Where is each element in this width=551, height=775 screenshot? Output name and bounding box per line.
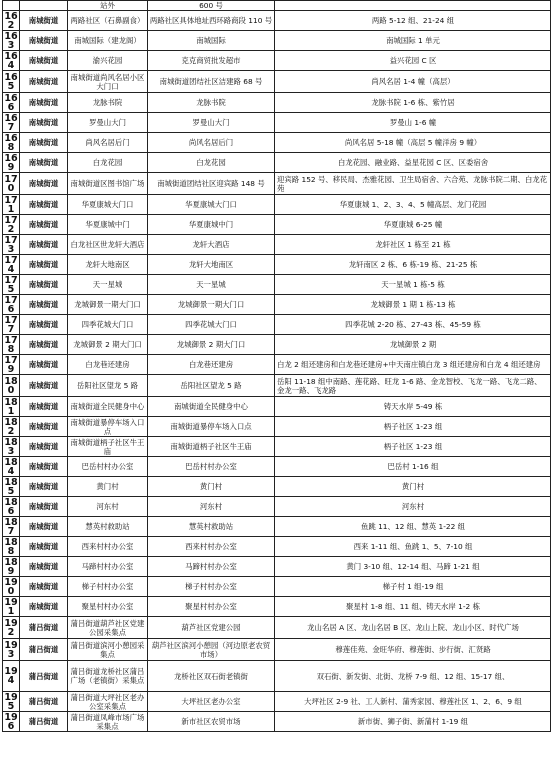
collection-point-address-cell: 葫芦社区党建公园	[148, 617, 275, 639]
collection-point-address-cell: 南城街道柄子社区牛王庙	[148, 437, 275, 457]
service-area-cell: 新市街、狮子街、新蒲村 1-19 组	[275, 712, 551, 732]
street-name-cell: 南城街道	[20, 375, 68, 397]
street-name-cell: 南城街道	[20, 71, 68, 93]
table-row	[3, 355, 551, 375]
collection-point-address-cell: 克克商贸批发超市	[148, 51, 275, 71]
collection-point-name-cell: 马蹄村村办公室	[68, 557, 148, 577]
table-row	[3, 692, 551, 712]
service-area-cell: 柄子社区 1-23 组	[275, 417, 551, 437]
row-number-cell: 177	[4, 314, 18, 335]
table-row	[3, 31, 551, 51]
service-area-cell: 益兴花园 C 区	[275, 51, 551, 71]
row-number-cell: 190	[4, 576, 18, 597]
table-row	[3, 295, 551, 315]
street-name-cell: 南城街道	[20, 597, 68, 617]
collection-point-name-cell: 蒲吕街道葫芦社区党建公园采集点	[68, 617, 148, 639]
table-row	[3, 173, 551, 195]
street-name-cell: 南城街道	[20, 517, 68, 537]
service-area-cell: 岳阳 11-18 组中南路、莲花路、旺龙 1-6 路、金龙智校、飞龙一路、飞龙二路、金龙一路、飞龙路	[275, 375, 551, 397]
collection-point-name-cell: 南城街道全民健身中心	[68, 397, 148, 417]
table-body	[3, 1, 551, 732]
street-name-cell: 南城街道	[20, 457, 68, 477]
service-area-cell: 龙轩南区 2 栋、6 栋-19 栋、21-25 栋	[275, 255, 551, 275]
service-area-cell: 龙城御景 2 期	[275, 335, 551, 355]
street-name-cell: 南城街道	[20, 497, 68, 517]
row-number-cell	[3, 1, 20, 11]
collection-point-name-cell: 龙脉书院	[68, 93, 148, 113]
collection-point-address-cell: 梯子村村办公室	[148, 577, 275, 597]
collection-point-name-cell: 渝兴花园	[68, 51, 148, 71]
collection-point-name-cell: 慧英村救助站	[68, 517, 148, 537]
service-area-cell: 迎宾路 152 号、移民局、杰雅花园、卫生局宿舍、六合苑、龙脉书院二期、白龙花苑	[275, 173, 551, 195]
row-number-cell: 163	[4, 30, 18, 51]
street-name-cell: 南城街道	[20, 93, 68, 113]
service-area-cell	[275, 1, 551, 11]
collection-point-address-cell: 尚风名居后门	[148, 133, 275, 153]
row-number-cell: 169	[4, 152, 18, 173]
row-number-cell: 178	[4, 334, 18, 355]
service-area-cell: 白龙花园、融业路、益星花园 C 区、区委宿舍	[275, 153, 551, 173]
table-row	[3, 133, 551, 153]
row-number-cell: 175	[4, 274, 18, 295]
collection-point-address-cell: 马蹄村村办公室	[148, 557, 275, 577]
collection-point-name-cell: 天一星城	[68, 275, 148, 295]
table-row	[3, 1, 551, 11]
table-row	[3, 275, 551, 295]
row-number-cell: 192	[4, 617, 18, 638]
service-area-cell: 巴岳村 1-16 组	[275, 457, 551, 477]
collection-point-name-cell: 巴岳村村办公室	[68, 457, 148, 477]
collection-point-name-cell: 龙轩大地南区	[68, 255, 148, 275]
table-row	[3, 11, 551, 31]
service-area-cell: 白龙 2 组还建房和白龙巷还建房+中天南庄镇白龙 3 组还建房和白龙 4 组还建房	[275, 355, 551, 375]
row-number-cell: 165	[4, 71, 18, 92]
row-number-cell: 180	[4, 375, 18, 396]
service-area-cell: 穆莲佳苑、金旺华府、穆莲街、步行街、汇贤路	[275, 639, 551, 661]
collection-point-address-cell: 西来村村办公室	[148, 537, 275, 557]
table-row	[3, 215, 551, 235]
table-row	[3, 335, 551, 355]
service-area-cell: 龙轩社区 1 栋至 21 栋	[275, 235, 551, 255]
service-area-cell: 龙脉书院 1-6 栋、紫竹居	[275, 93, 551, 113]
service-area-cell: 铸天水岸 5-49 栋	[275, 397, 551, 417]
row-number-cell: 170	[4, 173, 18, 194]
street-name-cell: 南城街道	[20, 275, 68, 295]
table-row	[3, 113, 551, 133]
collection-point-address-cell: 南城街道暴停车场入口点	[148, 417, 275, 437]
collection-point-address-cell: 600 号	[148, 1, 275, 11]
collection-point-name-cell: 西来村村办公室	[68, 537, 148, 557]
collection-point-name-cell: 南城街道柄子社区牛王庙	[68, 437, 148, 457]
collection-point-name-cell: 河东村	[68, 497, 148, 517]
street-name-cell: 南城街道	[20, 537, 68, 557]
collection-point-name-cell: 龙城御景一期大门口	[68, 295, 148, 315]
street-name-cell: 南城街道	[20, 51, 68, 71]
row-number-cell: 174	[4, 254, 18, 275]
collection-point-address-cell: 岳阳社区望龙 5 路	[148, 375, 275, 397]
table-row	[3, 557, 551, 577]
street-name-cell: 蒲吕街道	[20, 692, 68, 712]
table-row	[3, 235, 551, 255]
table-row	[3, 255, 551, 275]
row-number-cell: 194	[3, 661, 20, 692]
street-name-cell: 蒲吕街道	[20, 639, 68, 661]
collection-point-name-cell: 聚星村村办公室	[68, 597, 148, 617]
service-area-cell: 河东村	[275, 497, 551, 517]
collection-point-address-cell: 龙城御景一期大门口	[148, 295, 275, 315]
table-row	[3, 195, 551, 215]
row-number-cell: 173	[4, 234, 18, 255]
service-area-cell: 西来 1-11 组、鱼跳 1、5、7-10 组	[275, 537, 551, 557]
row-number-cell: 187	[4, 516, 18, 537]
collection-point-address-cell: 聚星村村办公室	[148, 597, 275, 617]
collection-point-address-cell: 南城街道团结社区迎宾路 148 号	[148, 173, 275, 195]
collection-point-address-cell: 南城街道全民健身中心	[148, 397, 275, 417]
row-number-cell: 193	[4, 639, 18, 660]
collection-point-address-cell: 华夏康城中门	[148, 215, 275, 235]
collection-point-name-cell: 岳阳社区望龙 5 路	[68, 375, 148, 397]
row-number-cell: 164	[4, 50, 18, 71]
table-row	[3, 93, 551, 113]
street-name-cell: 南城街道	[20, 397, 68, 417]
collection-point-name-cell: 龙城御景 2 期大门口	[68, 335, 148, 355]
street-name-cell: 蒲吕街道	[20, 617, 68, 639]
collection-point-name-cell: 罗曼山大门	[68, 113, 148, 133]
collection-point-address-cell: 龙轩大地南区	[148, 255, 275, 275]
street-name-cell: 南城街道	[20, 31, 68, 51]
row-number-cell: 186	[4, 496, 18, 517]
collection-point-address-cell: 白龙巷还建房	[148, 355, 275, 375]
collection-point-name-cell: 白龙巷还建房	[68, 355, 148, 375]
collection-point-address-cell: 新市社区农贸市场	[148, 712, 275, 732]
street-name-cell: 蒲吕街道	[20, 661, 68, 692]
service-area-cell: 两路 5-12 组、21-24 组	[275, 11, 551, 31]
table-row	[3, 71, 551, 93]
street-name-cell: 南城街道	[20, 577, 68, 597]
table-row	[3, 417, 551, 437]
service-area-cell: 罗曼山 1-6 幢	[275, 113, 551, 133]
street-name-cell: 南城街道	[20, 437, 68, 457]
row-number-cell: 184	[4, 456, 18, 477]
service-area-cell: 华夏康城 1、2、3、4、5 幢高层、龙门花园	[275, 195, 551, 215]
row-number-cell: 196	[4, 711, 18, 732]
street-name-cell: 南城街道	[20, 315, 68, 335]
collection-point-address-cell: 河东村	[148, 497, 275, 517]
collection-point-name-cell: 南城国际（建龙阁）	[68, 31, 148, 51]
service-area-cell: 四季花城 2-20 栋、27-43 栋、45-59 栋	[275, 315, 551, 335]
row-number-cell: 168	[4, 132, 18, 153]
service-area-cell: 双石街、新发街、北街、龙桥 7-9 组、12 组、15-17 组、	[275, 661, 551, 692]
collection-point-name-cell: 蒲吕街道龙桥社区蒲吕广场（老镇街）采集点	[68, 661, 148, 692]
service-area-cell: 龙山名居 A 区、龙山名居 B 区、龙山上院、龙山小区、时代广场	[275, 617, 551, 639]
row-number-cell: 181	[4, 396, 18, 417]
street-name-cell: 南城街道	[20, 255, 68, 275]
collection-point-name-cell: 南城街道尚风名居小区大门口	[68, 71, 148, 93]
row-number-cell: 189	[4, 556, 18, 577]
street-name-cell: 南城街道	[20, 173, 68, 195]
street-name-cell: 南城街道	[20, 195, 68, 215]
collection-point-table	[2, 0, 551, 732]
street-name-cell: 南城街道	[20, 355, 68, 375]
collection-point-name-cell: 华夏康城中门	[68, 215, 148, 235]
table-row	[3, 153, 551, 173]
collection-point-name-cell: 黄门村	[68, 477, 148, 497]
service-area-cell: 尚风名居 1-4 幢（高层）	[275, 71, 551, 93]
collection-point-name-cell: 蒲吕街道大坪社区老办公室采集点	[68, 692, 148, 712]
table-row	[3, 497, 551, 517]
service-area-cell: 黄门 3-10 组、12-14 组、马蹄 1-21 组	[275, 557, 551, 577]
table-row	[3, 537, 551, 557]
collection-point-address-cell: 黄门村	[148, 477, 275, 497]
street-name-cell: 南城街道	[20, 477, 68, 497]
row-number-cell: 162	[4, 10, 18, 31]
collection-point-name-cell: 南城街道暴停车场入口点	[68, 417, 148, 437]
table-row	[3, 315, 551, 335]
street-name-cell: 南城街道	[20, 335, 68, 355]
collection-point-name-cell: 白龙花园	[68, 153, 148, 173]
collection-point-address-cell: 罗曼山大门	[148, 113, 275, 133]
collection-point-address-cell: 龙桥社区双石街老镇街	[148, 661, 275, 692]
collection-point-address-cell: 龙城御景 2 期大门口	[148, 335, 275, 355]
row-number-cell: 179	[4, 354, 18, 375]
table-row	[3, 661, 551, 692]
table-row	[3, 597, 551, 617]
collection-point-name-cell: 四季花城大门口	[68, 315, 148, 335]
service-area-cell: 聚星村 1-8 组、11 组、铸天水岸 1-2 栋	[275, 597, 551, 617]
service-area-cell: 鱼跳 11、12 组、慧英 1-22 组	[275, 517, 551, 537]
table-row	[3, 375, 551, 397]
table-row	[3, 457, 551, 477]
row-number-cell: 167	[4, 112, 18, 133]
table-row	[3, 397, 551, 417]
collection-point-address-cell: 华夏康城大门口	[148, 195, 275, 215]
table-row	[3, 477, 551, 497]
service-area-cell: 天一星城 1 栋-5 栋	[275, 275, 551, 295]
collection-point-address-cell: 葫芦社区滨河小憩园（河边原老农贸市场）	[148, 639, 275, 661]
row-number-cell: 171	[4, 194, 18, 215]
service-area-cell: 龙城御景 1 期 1 栋-13 栋	[275, 295, 551, 315]
service-area-cell: 尚风名居 5-18 幢（高层 5 幢洋房 9 幢）	[275, 133, 551, 153]
row-number-cell: 172	[4, 214, 18, 235]
collection-point-name-cell: 站外	[68, 1, 148, 11]
table-row	[3, 577, 551, 597]
collection-point-name-cell: 蒲吕街道凤峰市场广场采集点	[68, 712, 148, 732]
collection-point-name-cell: 蒲吕街道滨河小憩园采集点	[68, 639, 148, 661]
table-row	[3, 437, 551, 457]
street-name-cell: 南城街道	[20, 153, 68, 173]
street-name-cell: 南城街道	[20, 557, 68, 577]
collection-point-address-cell: 南城街道团结社区洁建路 68 号	[148, 71, 275, 93]
service-area-cell: 南城国际 1 单元	[275, 31, 551, 51]
collection-point-address-cell: 慧英村救助站	[148, 517, 275, 537]
table-row	[3, 51, 551, 71]
collection-point-address-cell: 大坪社区老办公室	[148, 692, 275, 712]
row-number-cell: 195	[4, 691, 18, 712]
street-name-cell: 南城街道	[20, 133, 68, 153]
street-name-cell: 南城街道	[20, 215, 68, 235]
row-number-cell: 191	[4, 596, 18, 617]
street-name-cell: 南城街道	[20, 295, 68, 315]
collection-point-address-cell: 巴岳村村办公室	[148, 457, 275, 477]
row-number-cell: 166	[4, 92, 18, 113]
street-name-cell: 南城街道	[20, 11, 68, 31]
row-number-cell: 185	[4, 476, 18, 497]
service-area-cell: 梯子村 1 组-19 组	[275, 577, 551, 597]
collection-point-name-cell: 南城街道区图书馆广场	[68, 173, 148, 195]
collection-point-name-cell: 尚风名居后门	[68, 133, 148, 153]
collection-point-address-cell: 天一星城	[148, 275, 275, 295]
row-number-cell: 183	[4, 436, 18, 457]
table-row	[3, 712, 551, 732]
street-name-cell: 南城街道	[20, 417, 68, 437]
service-area-cell: 大坪社区 2-9 社、工人新村、蒲秀家园、穆莲社区 1、2、6、9 组	[275, 692, 551, 712]
collection-point-name-cell: 两路社区（石鼻副食）	[68, 11, 148, 31]
row-number-cell: 182	[4, 416, 18, 437]
collection-point-address-cell: 四季花城大门口	[148, 315, 275, 335]
collection-point-address-cell: 龙轩大酒店	[148, 235, 275, 255]
table-row	[3, 617, 551, 639]
collection-point-name-cell: 华夏康城大门口	[68, 195, 148, 215]
street-name-cell	[20, 1, 68, 11]
row-number-cell: 188	[4, 536, 18, 557]
collection-point-name-cell: 白龙社区世龙轩大酒店	[68, 235, 148, 255]
table-row	[3, 517, 551, 537]
collection-point-address-cell: 龙脉书院	[148, 93, 275, 113]
row-number-cell: 176	[4, 294, 18, 315]
collection-point-address-cell: 南城国际	[148, 31, 275, 51]
street-name-cell: 南城街道	[20, 235, 68, 255]
collection-point-name-cell: 梯子村村办公室	[68, 577, 148, 597]
service-area-cell: 柄子社区 1-23 组	[275, 437, 551, 457]
street-name-cell: 南城街道	[20, 113, 68, 133]
service-area-cell: 黄门村	[275, 477, 551, 497]
street-name-cell: 蒲吕街道	[20, 712, 68, 732]
service-area-cell: 华夏康城 6-25 幢	[275, 215, 551, 235]
collection-point-address-cell: 白龙花园	[148, 153, 275, 173]
table-row	[3, 639, 551, 661]
collection-point-address-cell: 两路社区具体地址西环路商段 110 号	[148, 11, 275, 31]
